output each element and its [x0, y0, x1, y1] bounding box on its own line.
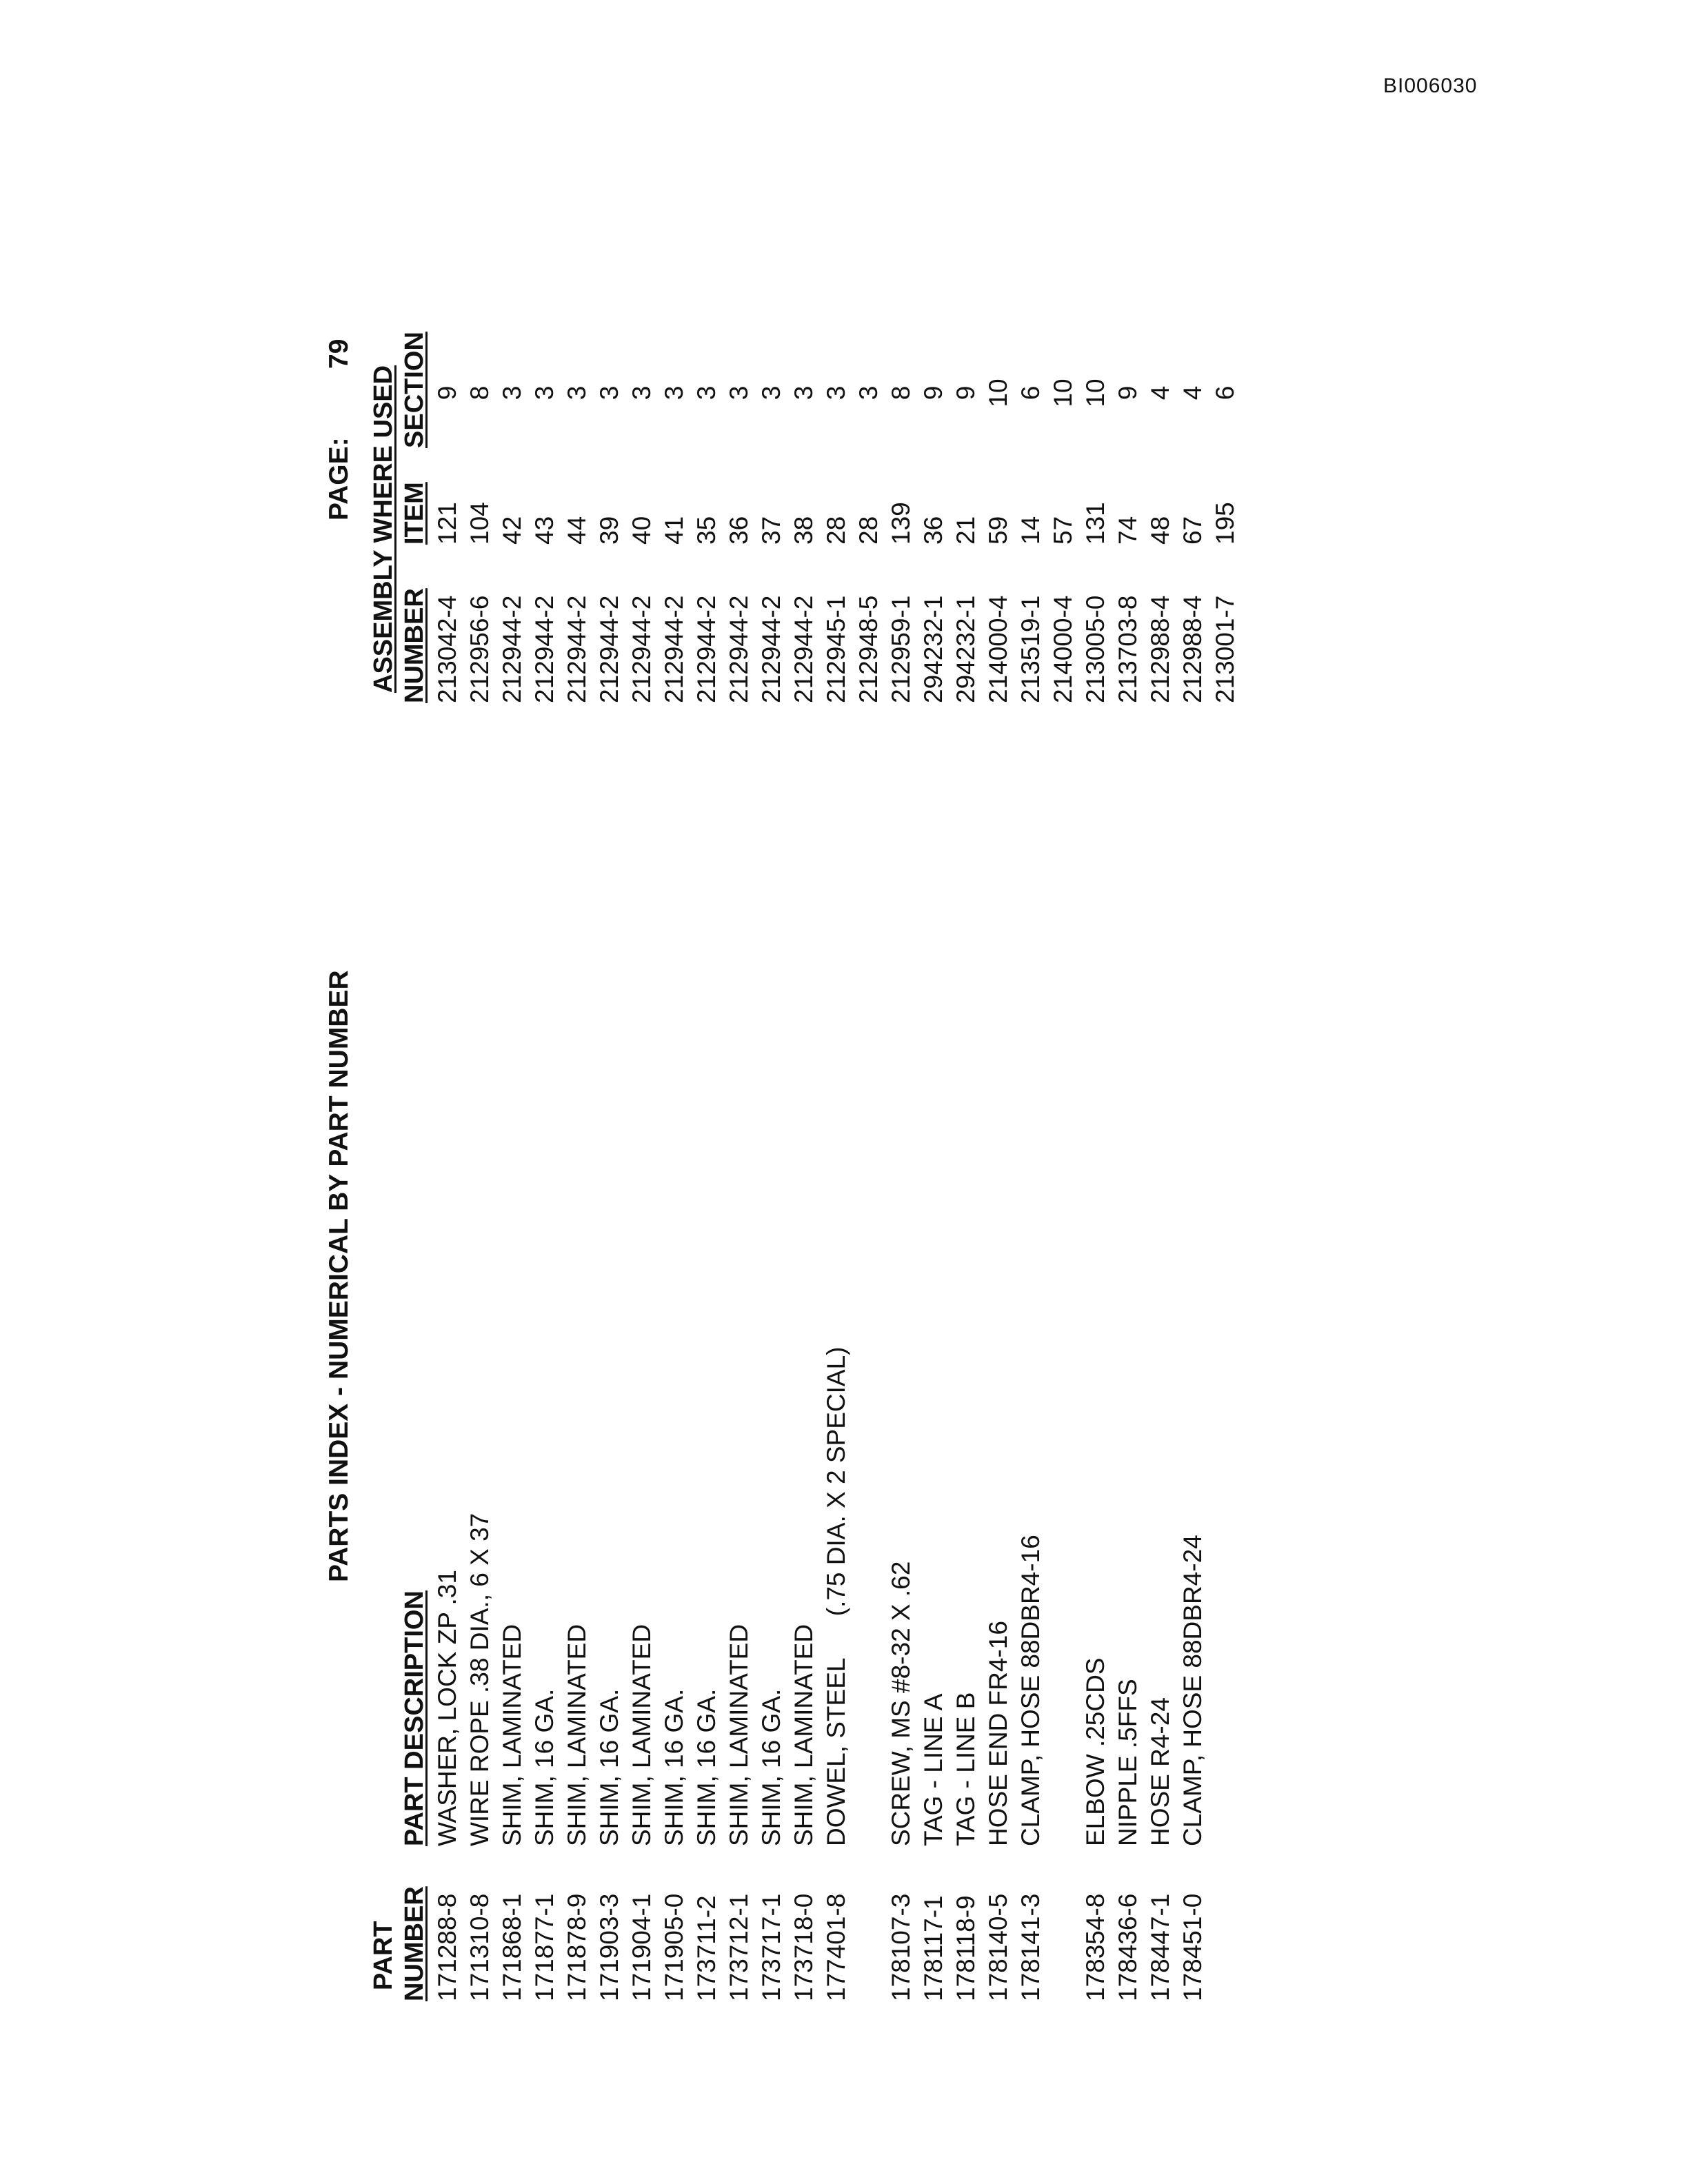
- item-number: 104: [465, 502, 494, 545]
- page-label: PAGE:: [324, 437, 354, 520]
- assembly-number: 212948-5: [854, 595, 883, 703]
- part-number: 171310-8: [465, 1893, 494, 2001]
- section-number: 8: [887, 385, 915, 401]
- assembly-number: 212944-2: [725, 595, 753, 703]
- part-description: SHIM, 16 GA.: [530, 1688, 559, 1846]
- page-number: 79: [324, 338, 354, 369]
- section-number: 10: [1049, 378, 1077, 407]
- item-number: 36: [725, 516, 753, 545]
- assembly-number: 212944-2: [498, 595, 526, 703]
- item-number: 139: [887, 502, 915, 545]
- part-number: 173712-1: [725, 1893, 753, 2001]
- assembly-number: 212945-1: [822, 595, 850, 703]
- table-row: [431, 249, 463, 2003]
- part-number: 178140-5: [984, 1893, 1012, 2001]
- assembly-number: 214000-4: [984, 595, 1012, 703]
- item-number: 44: [563, 516, 591, 545]
- table-row: [820, 249, 852, 2003]
- document-id: BI006030: [1383, 74, 1478, 97]
- part-number: 171288-8: [433, 1893, 461, 2001]
- section-number: 3: [822, 385, 850, 401]
- column-header-description: PART DESCRIPTION: [400, 1590, 429, 1846]
- part-number: 171868-1: [498, 1893, 526, 2001]
- section-number: 3: [692, 385, 721, 401]
- assembly-number: 212944-2: [660, 595, 688, 703]
- part-description: SHIM, LAMINATED: [790, 1624, 818, 1846]
- item-number: 35: [692, 516, 721, 545]
- section-number: 4: [1146, 385, 1174, 401]
- assembly-number: 212959-1: [887, 595, 915, 703]
- assembly-number: 213519-1: [1016, 595, 1045, 703]
- part-description: SHIM, LAMINATED: [498, 1624, 526, 1846]
- item-number: 39: [595, 516, 623, 545]
- part-number: 178447-1: [1146, 1893, 1174, 2001]
- item-number: 38: [790, 516, 818, 545]
- part-number: 173718-0: [790, 1893, 818, 2001]
- part-description: HOSE R4-24: [1146, 1697, 1174, 1846]
- part-description: SHIM, 16 GA.: [660, 1688, 688, 1846]
- part-description: SCREW, MS #8-32 X .62: [887, 1561, 915, 1846]
- section-number: 9: [433, 385, 461, 401]
- item-number: 37: [757, 516, 785, 545]
- table-row: [496, 249, 528, 2003]
- part-description: SHIM, LAMINATED: [563, 1624, 591, 1846]
- column-header-part-top: PART: [369, 1921, 398, 1990]
- section-number: 3: [498, 385, 526, 401]
- assembly-number: 212988-4: [1146, 595, 1174, 703]
- item-number: 41: [660, 516, 688, 545]
- assembly-number: 214000-4: [1049, 595, 1077, 703]
- assembly-number: 212988-4: [1178, 595, 1207, 703]
- part-number: 173711-2: [692, 1895, 721, 2001]
- part-number: 178118-9: [952, 1895, 980, 2001]
- assembly-number: 294232-1: [952, 595, 980, 703]
- part-description: SHIM, 16 GA.: [595, 1688, 623, 1846]
- part-description: WASHER, LOCK ZP .31: [433, 1570, 461, 1846]
- part-number: 171903-3: [595, 1893, 623, 2001]
- part-number: 178354-8: [1081, 1893, 1109, 2001]
- table-row: [1144, 249, 1176, 2003]
- section-number: 9: [919, 385, 947, 401]
- section-number: 6: [1016, 385, 1045, 401]
- assembly-number: 212944-2: [595, 595, 623, 703]
- assembly-number: 212944-2: [530, 595, 559, 703]
- part-number: 171878-9: [563, 1893, 591, 2001]
- item-number: 74: [1114, 516, 1142, 545]
- table-row: [1176, 249, 1209, 2003]
- item-number: 67: [1178, 516, 1207, 545]
- part-description: SHIM, LAMINATED: [627, 1624, 656, 1846]
- section-number: 3: [854, 385, 883, 401]
- table-row: [1209, 249, 1241, 2003]
- assembly-number: 212956-6: [465, 595, 494, 703]
- assembly-number: 213005-0: [1081, 595, 1109, 703]
- part-number: 173717-1: [757, 1893, 785, 2001]
- table-row: [690, 249, 723, 2003]
- part-description: HOSE END FR4-16: [984, 1621, 1012, 1846]
- item-number: 28: [822, 516, 850, 545]
- assembly-number: 212944-2: [563, 595, 591, 703]
- item-number: 36: [919, 516, 947, 545]
- table-row: [852, 249, 885, 2003]
- part-description: SHIM, LAMINATED: [725, 1624, 753, 1846]
- column-header-part-number: NUMBER: [400, 1886, 429, 2001]
- parts-table-body: [431, 249, 1241, 2003]
- table-row: [1112, 249, 1144, 2003]
- table-row: [625, 249, 658, 2003]
- part-number: 171904-1: [627, 1893, 656, 2001]
- assembly-number: 213042-4: [433, 595, 461, 703]
- column-header-assembly-where-used: ASSEMBLY WHERE USED: [369, 365, 398, 693]
- table-row: [1079, 249, 1112, 2003]
- part-description: WIRE ROPE .38 DIA., 6 X 37: [465, 1513, 494, 1846]
- assembly-number: 213001-7: [1211, 595, 1239, 703]
- part-number: 178436-6: [1114, 1893, 1142, 2001]
- section-number: 3: [563, 385, 591, 401]
- table-row: [1014, 249, 1047, 2003]
- assembly-number: 212944-2: [627, 595, 656, 703]
- part-number: 178107-3: [887, 1893, 915, 2001]
- section-number: 9: [1114, 385, 1142, 401]
- section-number: 3: [660, 385, 688, 401]
- part-number: 177401-8: [822, 1893, 850, 2001]
- table-row: [723, 249, 755, 2003]
- item-number: 131: [1081, 502, 1109, 545]
- table-row: [593, 249, 625, 2003]
- table-row: [982, 249, 1014, 2003]
- section-number: 9: [952, 385, 980, 401]
- part-description: CLAMP, HOSE 88DBR4-16: [1016, 1535, 1045, 1846]
- assembly-number: 213703-8: [1114, 595, 1142, 703]
- item-number: 28: [854, 516, 883, 545]
- part-number: 178451-0: [1178, 1893, 1207, 2001]
- item-number: 21: [952, 516, 980, 545]
- part-description: CLAMP, HOSE 88DBR4-24: [1178, 1535, 1207, 1846]
- item-number: 121: [433, 502, 461, 545]
- part-number: 171905-0: [660, 1893, 688, 2001]
- part-description: TAG - LINE B: [952, 1692, 980, 1846]
- table-row: [917, 249, 950, 2003]
- table-row: [787, 249, 820, 2003]
- part-description: SHIM, 16 GA.: [692, 1688, 721, 1846]
- column-header-section: SECTION: [400, 332, 429, 448]
- assembly-number: 212944-2: [692, 595, 721, 703]
- section-number: 3: [627, 385, 656, 401]
- item-number: 195: [1211, 502, 1239, 545]
- part-description: NIPPLE .5FFS: [1114, 1679, 1142, 1846]
- part-description: SHIM, 16 GA.: [757, 1688, 785, 1846]
- section-number: 3: [790, 385, 818, 401]
- item-number: 57: [1049, 516, 1077, 545]
- section-number: 3: [530, 385, 559, 401]
- table-row: [658, 249, 690, 2003]
- part-number: 178117-1: [919, 1895, 947, 2001]
- part-description: TAG - LINE A: [919, 1693, 947, 1846]
- table-row: [1047, 249, 1079, 2003]
- item-number: 59: [984, 516, 1012, 545]
- section-number: 6: [1211, 385, 1239, 401]
- table-row: [561, 249, 593, 2003]
- assembly-number: 212944-2: [757, 595, 785, 703]
- section-number: 8: [465, 385, 494, 401]
- table-row: [885, 249, 917, 2003]
- item-number: 14: [1016, 516, 1045, 545]
- part-description: ELBOW .25CDS: [1081, 1657, 1109, 1846]
- section-number: 10: [984, 378, 1012, 407]
- table-row: [463, 249, 496, 2003]
- section-number: 3: [757, 385, 785, 401]
- assembly-number: 212944-2: [790, 595, 818, 703]
- column-header-item: ITEM: [400, 482, 429, 545]
- part-description: DOWEL, STEEL (.75 DIA. X 2 SPECIAL): [822, 1346, 850, 1846]
- table-row: [528, 249, 561, 2003]
- item-number: 42: [498, 516, 526, 545]
- table-row: [950, 249, 982, 2003]
- section-number: 3: [725, 385, 753, 401]
- parts-index-page: [303, 249, 1393, 2003]
- part-number: 171877-1: [530, 1893, 559, 2001]
- section-number: 3: [595, 385, 623, 401]
- item-number: 43: [530, 516, 559, 545]
- page-title: PARTS INDEX - NUMERICAL BY PART NUMBER: [324, 970, 354, 1582]
- item-number: 48: [1146, 516, 1174, 545]
- section-number: 10: [1081, 378, 1109, 407]
- item-number: 40: [627, 516, 656, 545]
- table-row: [755, 249, 787, 2003]
- assembly-number: 294232-1: [919, 595, 947, 703]
- column-header-assembly-number: NUMBER: [400, 588, 429, 703]
- part-number: 178141-3: [1016, 1893, 1045, 2001]
- section-number: 4: [1178, 385, 1207, 401]
